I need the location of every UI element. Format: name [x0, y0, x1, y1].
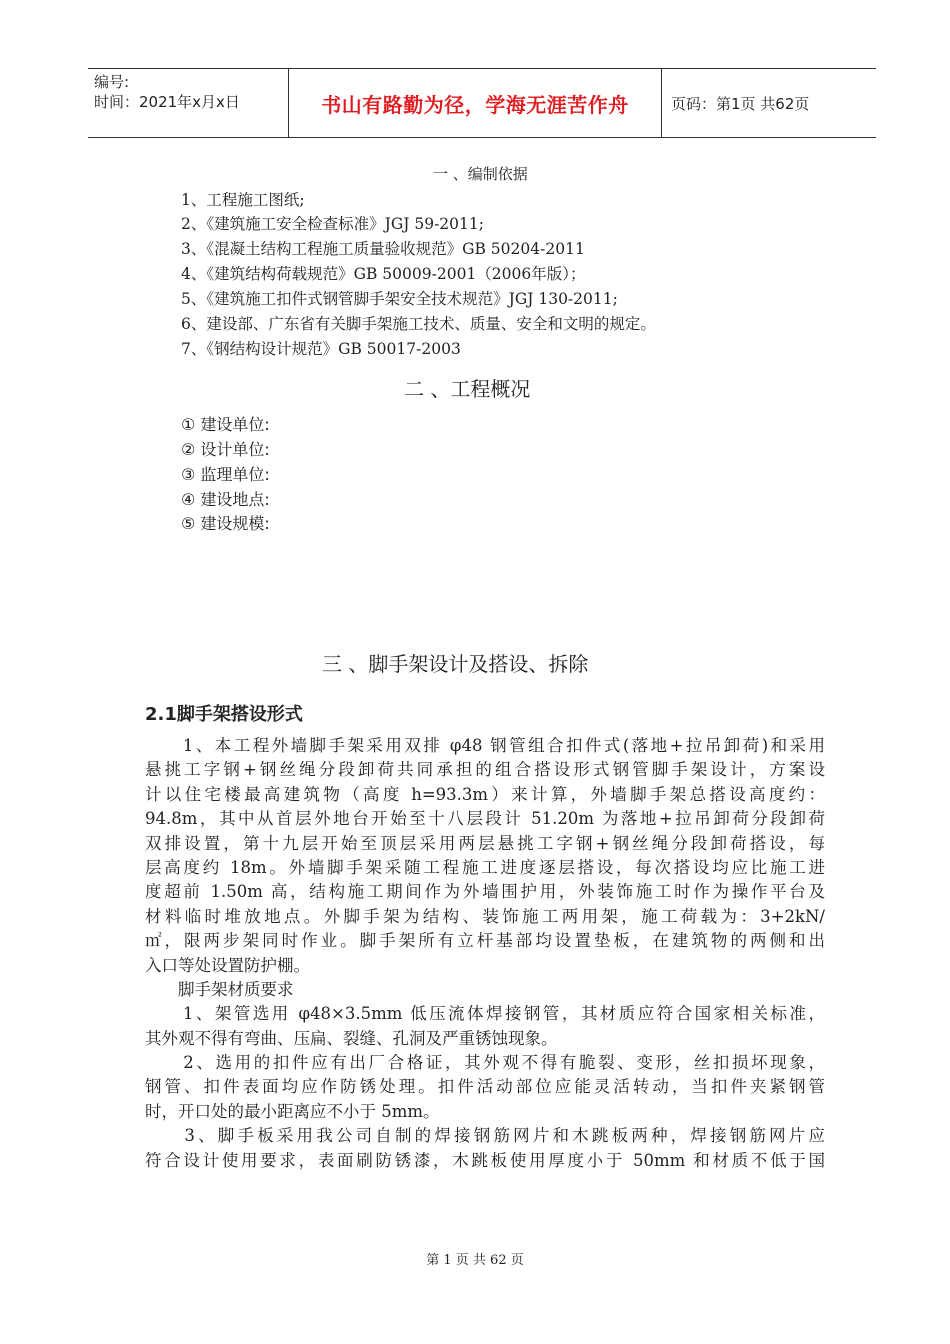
reference-item: 1、工程施工图纸;	[181, 191, 305, 209]
paragraph-scaffold-form	[145, 734, 825, 1173]
text-line: 度超前 1.50m 高，结构施工期间作为外墙围护用，外装饰施工时作为操作平台及	[145, 882, 825, 902]
reference-item: 4、《建筑结构荷载规范》GB 50009-2001（2006年版）；	[181, 265, 586, 283]
header-meta	[88, 69, 288, 137]
page-footer: 第 1 页 共 62 页	[426, 1253, 524, 1268]
text-line: 1、本工程外墙脚手架采用双排 φ48 钢管组合扣件式(落地+拉吊卸荷)和采用	[145, 736, 825, 755]
text-line: 双排设置，第十九层开始至顶层采用两层悬挑工字钢+钢丝绳分段卸荷搭设，每	[145, 833, 825, 853]
project-item: ① 建设单位:	[181, 415, 270, 434]
section1-title: 一 、编制依据	[433, 165, 528, 183]
reference-item: 6、建设部、广东省有关脚手架施工技术、质量、安全和文明的规定。	[181, 315, 656, 333]
project-item: ④ 建设地点:	[181, 490, 270, 509]
text-line: 层高度约 18m。外墙脚手架采随工程施工进度逐层搭设，每次搭设均应比施工进	[145, 857, 825, 877]
text-line: ㎡，限两步架同时作业。脚手架所有立杆基部均设置垫板，在建筑物的两侧和出	[145, 931, 825, 951]
subsection-title: 2.1脚手架搭设形式	[145, 704, 303, 725]
header-time: 时间：2021年x月x日	[94, 93, 240, 111]
project-item: ⑤ 建设规模:	[181, 514, 270, 533]
header-page-code: 页码：第1页 共62页	[671, 94, 810, 113]
text-line: 3、脚手板采用我公司自制的焊接钢筋网片和木跳板两种，焊接钢筋网片应	[145, 1126, 825, 1146]
header-motto: 书山有路勤为径，学海无涯苦作舟	[321, 92, 629, 117]
project-item: ③ 监理单位:	[181, 465, 270, 484]
section2-title: 二 、工程概况	[404, 377, 531, 401]
text-line: 其外观不得有弯曲、压扁、裂缝、孔洞及严重锈蚀现象。	[145, 1028, 558, 1048]
reference-item: 7、《钢结构设计规范》GB 50017-2003	[181, 340, 461, 358]
reference-item: 2、《建筑施工安全检查标准》JGJ 59-2011;	[181, 215, 484, 233]
text-line: 钢管、扣件表面均应作防锈处理。扣件活动部位应能灵活转动，当扣件夹紧钢管	[145, 1077, 825, 1097]
text-line: 材料临时堆放地点。外脚手架为结构、装饰施工两用架，施工荷载为：3+2kN/	[145, 906, 825, 926]
text-line: 悬挑工字钢+钢丝绳分段卸荷共同承担的组合搭设形式钢管脚手架设计，方案设	[145, 760, 825, 780]
section3-title: 三 、脚手架设计及搭设、拆除	[322, 652, 589, 676]
text-line: 94.8m，其中从首层外地台开始至十八层段计 51.20m 为落地+拉吊卸荷分段卸荷	[145, 809, 825, 829]
header-motto-cell	[288, 69, 662, 137]
text-line: 2、选用的扣件应有出厂合格证，其外观不得有脆裂、变形，丝扣损坏现象，	[145, 1053, 825, 1073]
material-title: 脚手架材质要求	[145, 979, 294, 999]
text-line: 入口等处设置防护棚。	[145, 955, 310, 975]
header-number: 编号:	[94, 73, 130, 91]
project-item: ② 设计单位:	[181, 440, 270, 459]
text-line: 时，开口处的最小距离应不小于 5mm。	[145, 1101, 440, 1121]
reference-item: 5、《建筑施工扣件式钢管脚手架安全技术规范》JGJ 130-2011;	[181, 290, 618, 308]
reference-item: 3、《混凝土结构工程施工质量验收规范》GB 50204-2011	[181, 240, 585, 258]
header-page-cell	[661, 69, 876, 137]
text-line: 符合设计使用要求，表面刷防锈漆，木跳板使用厚度小于 50mm 和材质不低于国	[145, 1150, 825, 1170]
text-line: 1、架管选用 φ48×3.5mm 低压流体焊接钢管，其材质应符合国家相关标准，	[145, 1004, 825, 1024]
document-header	[88, 68, 876, 138]
text-line: 计以住宅楼最高建筑物（高度 h=93.3m）来计算，外墙脚手架总搭设高度约：	[145, 784, 825, 804]
